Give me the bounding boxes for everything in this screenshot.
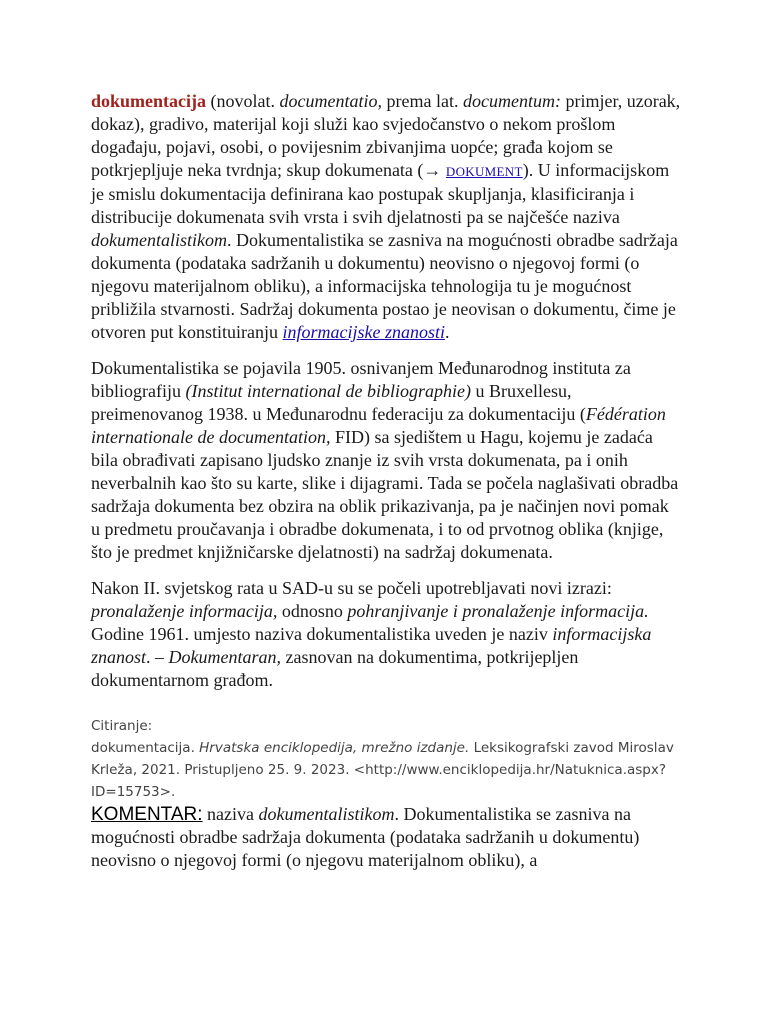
paragraph-komentar: KOMENTAR: naziva dokumentalistikom. Dokumentalistika se zasniva na mogućnosti obradbe sadržaja dokumenta (podataka sadržanih u dokumentu) neovisno o njegovoj formi (o njegovu materijalnom obliku), a	[91, 804, 640, 870]
citation-label: Citiranje:	[91, 718, 153, 734]
citation-block	[91, 715, 681, 803]
document-page	[91, 90, 681, 872]
link-informacijske-znanosti[interactable]: informacijske znanosti	[282, 322, 445, 342]
komentar-label: KOMENTAR:	[91, 804, 203, 825]
paragraph-definition: dokumentacija (novolat. documentatio, prema lat. documentum: primjer, uzorak, dokaz), gradivo, materijal koji služi kao svjedočanstvo o nekom prošlom događaju, pojavi, osobi, o povijesnim zbivanjima uopće; građa kojom se potkrjepljuje neka tvrdnja; skup dokumenata (→ DOKUMENT). U informacijskom je smislu dokumentacija definirana kao postupak skupljanja, klasificiranja i distribucije dokumenata svih vrsta i svih djelatnosti pa se najčešće naziva dokumentalistikom. Dokumentalistika se zasniva na mogućnosti obradbe sadržaja dokumenta (podataka sadržanih u dokumentu) neovisno o njegovoj formi (o njegovu materijalnom obliku), a informacijska tehnologija tu je mogućnost približila stvarnosti. Sadržaj dokumenta postao je neovisan o dokumentu, čime je otvoren put konstituiranju informacijske znanosti.	[91, 91, 681, 342]
paragraph-history: Dokumentalistika se pojavila 1905. osnivanjem Međunarodnog instituta za bibliografiju (Institut international de bibliographie) u Bruxellesu, preimenovanog 1938. u Međunarodnu federaciju za dokumentaciju (Fédération internationale de documentation, FID) sa sjedištem u Hagu, kojemu je zadaća bila obrađivati zapisano ljudsko znanje iz svih vrsta dokumenata, pa i onih neverbalnih kao što su karte, slike i dijagrami. Tada se počela naglašivati obradba sadržaja dokumenta bez obzira na oblik prikazivanja, pa je načinjen novi pomak u predmetu proučavanja i obradbe dokumenata, i to od prvotnog oblika (knjige, što je predmet knjižničarske djelatnosti) na sadržaj dokumenata.	[91, 358, 679, 562]
citation-text: dokumentacija. Hrvatska enciklopedija, mrežno izdanje. Leksikografski zavod Miroslav Krleža, 2021. Pristupljeno 25. 9. 2023. <http://www.enciklopedija.hr/Natuknica.aspx?ID=15753>.	[91, 740, 674, 800]
paragraph-postwar: Nakon II. svjetskog rata u SAD-u su se počeli upotrebljavati novi izrazi: pronalaženje informacija, odnosno pohranjivanje i pronalaženje informacija. Godine 1961. umjesto naziva dokumentalistika uveden je naziv informacijska znanost. – Dokumentaran, zasnovan na dokumentima, potkrijepljen dokumentarnom građom.	[91, 578, 652, 690]
headword: dokumentacija	[91, 91, 207, 111]
xref-dokument-link[interactable]: DOKUMENT	[445, 164, 523, 179]
